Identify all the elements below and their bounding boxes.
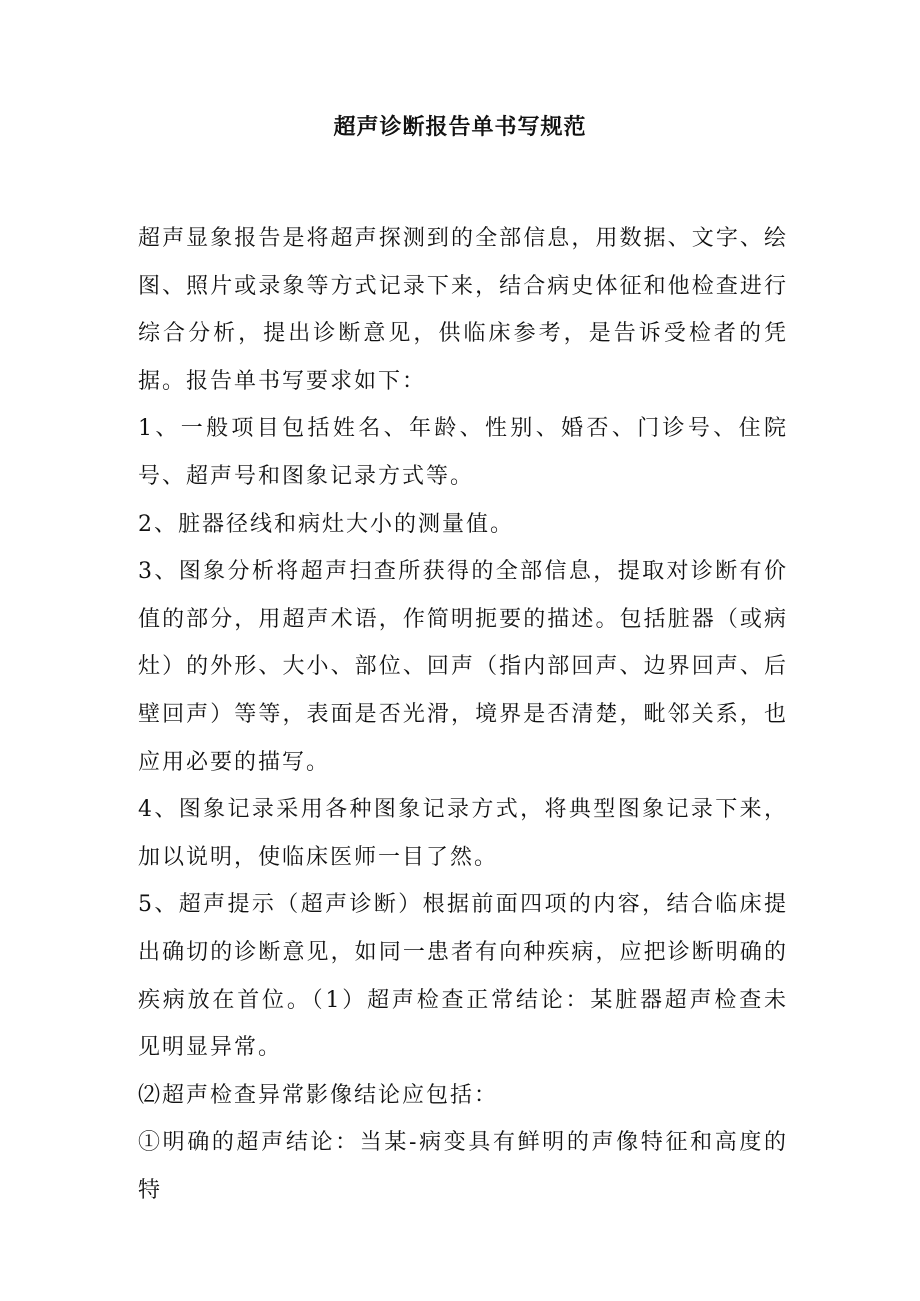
subitem-2-paragraph: ⑵超声检查异常影像结论应包括：: [138, 1082, 499, 1108]
document-body: [138, 215, 788, 1214]
item-2-paragraph: 2、脏器径线和病灶大小的测量值。: [138, 511, 514, 537]
item-3-paragraph: 3、图象分析将超声扫查所获得的全部信息，提取对诊断有价值的部分，用超声术语，作简明扼要的描述。包括脏器（或病灶）的外形、大小、部位、回声（指内部回声、边界回声、后壁回声）等等，表面是否光滑，境界是否清楚，毗邻关系，也应用必要的描写。: [138, 559, 788, 775]
subitem-circle-1-paragraph: ①明确的超声结论：当某-病变具有鲜明的声像特征和高度的特: [138, 1130, 788, 1203]
document-title: 超声诊断报告单书写规范: [333, 115, 587, 140]
item-5-paragraph: 5、超声提示（超声诊断）根据前面四项的内容，结合临床提出确切的诊断意见，如同一患者有向种疾病，应把诊断明确的疾病放在首位。（1）超声检查正常结论：某脏器超声检查未见明显异常。: [138, 892, 788, 1061]
item-4-paragraph: 4、图象记录采用各种图象记录方式，将典型图象记录下来，加以说明，使临床医师一目了然。: [138, 797, 788, 870]
intro-paragraph: 超声显象报告是将超声探测到的全部信息，用数据、文字、绘图、照片或录象等方式记录下来，结合病史体征和他检查进行综合分析，提出诊断意见，供临床参考，是告诉受检者的凭据。报告单书写要求如下：: [138, 226, 788, 394]
item-1-paragraph: 1、一般项目包括姓名、年龄、性别、婚否、门诊号、住院号、超声号和图象记录方式等。: [138, 416, 788, 489]
